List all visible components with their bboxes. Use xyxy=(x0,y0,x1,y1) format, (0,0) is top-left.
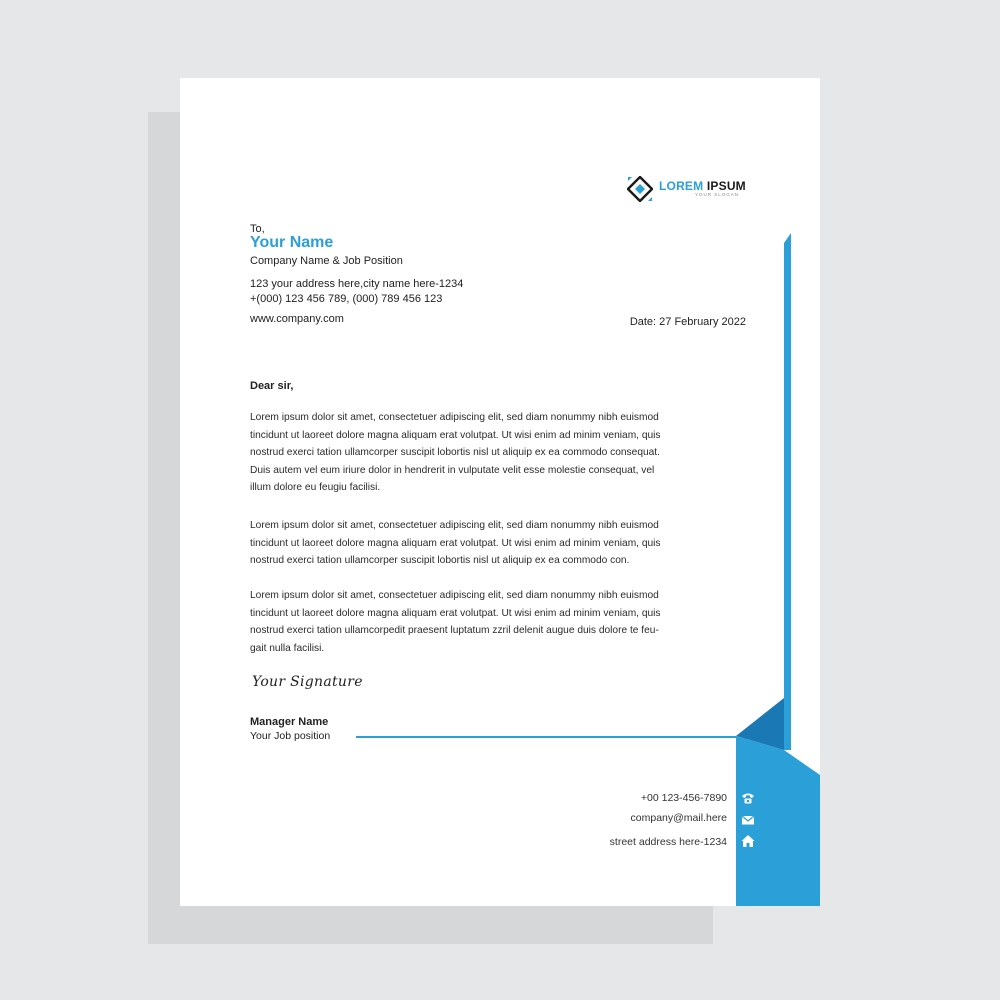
recipient-company-job: Company Name & Job Position xyxy=(250,255,403,267)
diamond-logo-icon xyxy=(627,176,653,202)
recipient-address: 123 your address here,city name here-1234 xyxy=(250,278,464,290)
letterhead-page xyxy=(180,78,820,906)
phone-icon xyxy=(741,791,755,805)
body-paragraph-1: Lorem ipsum dolor sit amet, consectetuer adipiscing elit, sed diam nonummy nibh euismod tincidunt ut laoreet dolore magna aliquam erat volutpat. Ut wisi enim ad minim veniam, quis nostrud exerci tation ullamcorper suscipit lobortis nisl ut aliquip ex ea commodo consequat. Duis autem vel eum iriure dolor in hendrerit in vulputate velit esse molestie consequat, vel illum dolore eu feugiu facilisi. xyxy=(250,412,661,493)
contact-address: street address here-1234 xyxy=(609,836,727,848)
sender-position: Your Job position xyxy=(250,730,331,742)
recipient-name: Your Name xyxy=(250,234,334,251)
company-logo xyxy=(627,176,746,202)
mail-icon xyxy=(741,813,755,827)
footer-rule xyxy=(356,736,736,738)
side-band-strip xyxy=(784,233,791,736)
signature: Your Signature xyxy=(252,674,363,690)
to-label: To, xyxy=(250,223,265,235)
logo-name-rest: IPSUM xyxy=(703,179,746,194)
recipient-website: www.company.com xyxy=(250,313,344,325)
body-paragraph-2: Lorem ipsum dolor sit amet, consectetuer adipiscing elit, sed diam nonummy nibh euismod tincidunt ut laoreet dolore magna aliquam erat volutpat. Ut wisi enim ad minim veniam, quis nostrud exerci tation ullamcorper suscipit lobortis nisl ut aliquip ex ea commodo con. xyxy=(250,520,661,566)
contact-email: company@mail.here xyxy=(630,812,727,824)
sender-name: Manager Name xyxy=(250,716,329,728)
recipient-phones: +(000) 123 456 789, (000) 789 456 123 xyxy=(250,293,443,305)
salutation: Dear sir, xyxy=(250,380,294,392)
body-paragraph-3: Lorem ipsum dolor sit amet, consectetuer adipiscing elit, sed diam nonummy nibh euismod tincidunt ut laoreet dolore magna aliquam erat volutpat. Ut wisi enim ad minim veniam, quis nostrud exerci tation ullamcorpedit praesent luptatum zzril delenit augue duis dolore te feu- gait nulla facilisi. xyxy=(250,590,661,654)
home-icon xyxy=(741,834,755,848)
logo-name xyxy=(659,180,746,192)
contact-phone: +00 123-456-7890 xyxy=(640,792,727,804)
side-band-fold xyxy=(784,698,791,750)
logo-slogan: YOUR SLOGAN xyxy=(695,192,740,198)
letter-date: Date: 27 February 2022 xyxy=(629,316,746,328)
logo-name-accent: LOREM xyxy=(659,179,704,194)
